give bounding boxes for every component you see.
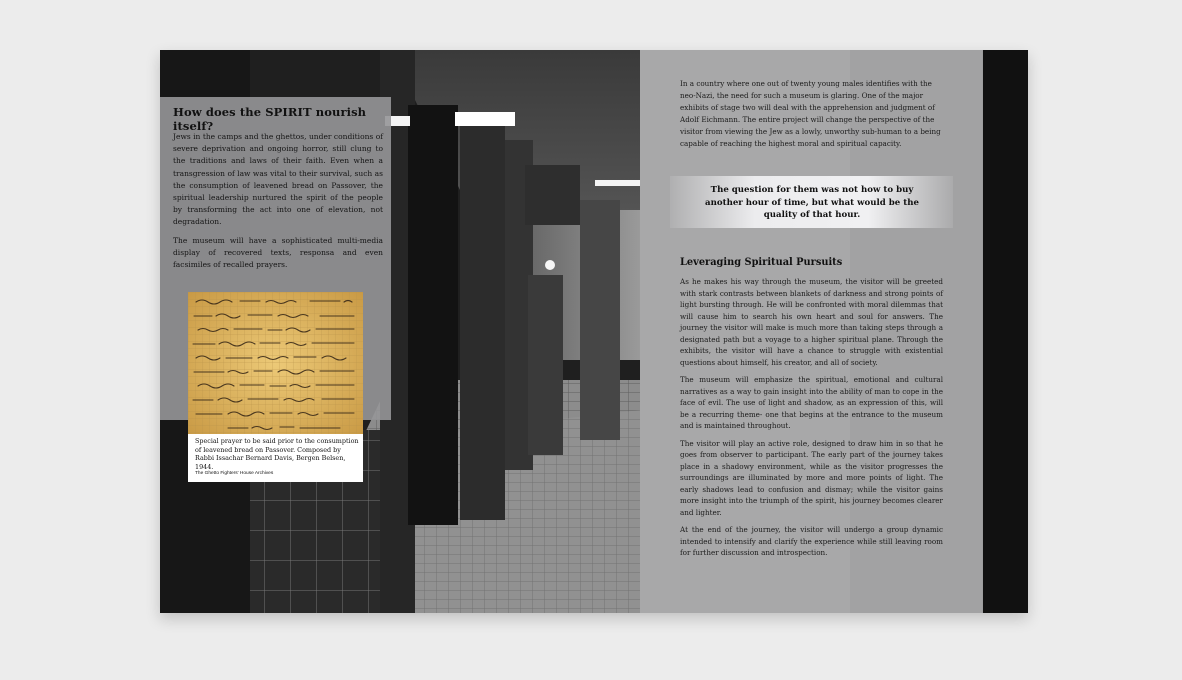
spirit-body [173, 131, 383, 277]
manuscript-image [188, 292, 363, 436]
spirit-paragraph: Jews in the camps and the ghettos, under conditions of severe deprivation and ongoing horror, still clung to the traditions and laws of their faith. Even when a transgression of law was vital to their survival, such as the consumption of leavened bread on Passover, the spiritual leadership nurtured the spirit of the people by transforming the act into one of elevation, not degradation. [173, 132, 383, 227]
leveraging-paragraph: The visitor will play an active role, designed to draw him in so that he goes from observer to participant. The early part of the journey takes place in a shadowy environment, while as the visitor progresses the surroundings are illuminated by more and more points of light. The early shadows lead to confusion and dismay; while the visitor gains more insight into the triumph of the spirit, his journey becomes clearer and lighter. [680, 438, 943, 517]
leveraging-paragraph: The museum will emphasize the spiritual, emotional and cultural narratives as a way to gain insight into the ability of man to cope in the face of evil. The use of light and shadow, as an expression of this, will be a recurring theme- one that begins at the entrance to the museum and is maintained throughout. [680, 375, 943, 430]
intro-paragraph: In a country where one out of twenty young males identifies with the neo-Nazi, the need for such a museum is glaring. One of the major exhibits of stage two will deal with the apprehension and judgment of Adolf Eichmann. The entire project will change the perspective of the visitor from viewing the Jew as a lowly, unworthy sub-human to a being capable of reaching the highest moral and spiritual capacity. [680, 79, 941, 148]
manuscript-caption-card [188, 434, 363, 482]
leveraging-heading: Leveraging Spiritual Pursuits [680, 257, 843, 268]
manuscript-caption: Special prayer to be said prior to the consumption of leavened bread on Passover. Composed by Rabbi Issachar Bernard Davis, Bergen Belsen, 1944. [195, 437, 359, 471]
leveraging-text-panel [640, 50, 983, 613]
leveraging-paragraph: At the end of the journey, the visitor will undergo a group dynamic intended to intensify and clarify the experience while still leaving room for further discussion and introspection. [680, 525, 943, 557]
handwritten-prayer-scan [188, 292, 363, 436]
pull-quote-band [670, 176, 953, 228]
spirit-paragraph: The museum will have a sophisticated multi-media display of recovered texts, responsa and even facsimiles of recalled prayers. [173, 235, 383, 270]
pull-quote: The question for them was not how to buy another hour of time, but what would be the quality of that hour. [705, 185, 919, 220]
spirit-heading: How does the SPIRIT nourish itself? [173, 105, 367, 133]
leveraging-paragraph: As he makes his way through the museum, the visitor will be greeted with stark contrasts between blankets of darkness and strong points of light bursting through. He will be confronted with moral dilemmas that will cause him to search his own heart and soul for answers. The journey the visitor will make is much more than taking steps through a designated path but a voyage to a higher spiritual plane. Through the exhibits, the visitor will have a chance to struggle with existential questions about himself, his creator, and all of society. [680, 277, 943, 367]
brochure-spread [160, 50, 1028, 613]
leveraging-body [680, 276, 943, 565]
manuscript-credit: The Ghetto Fighters' House Archives [195, 471, 274, 476]
